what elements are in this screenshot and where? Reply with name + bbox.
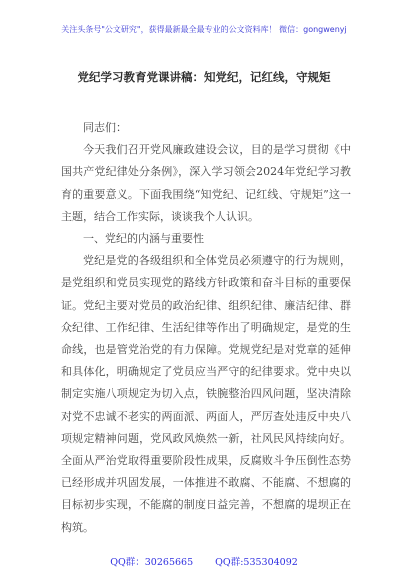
paragraph-body: 党纪是党的各级组织和全体党员必须遵守的行为规则，是党组织和党员实现党的路线方针政策和奋斗目标的重要保证。党纪主要对党员的政治纪律、组织纪律、廉洁纪律、群众纪律、工作纪律、生活纪律等作出了明确规定，是党的生命线，也是管党治党的有力保障。党规党纪是对党章的延伸和具体化，明确规定了党员应当严守的纪律要求。党中央以制定实施八项规定为切入点，铁腕整治四风问题，坚决清除对党不忠诚不老实的两面派、两面人，严厉查处违反中央八项规定精神问题，党风政风焕然一新，社风民风持续向好。全面从严治党取得重要阶段性成果，反腐败斗争压倒性态势已经形成并巩固发展，一体推进不敢腐、不能腐、不想腐的目标初步实现，不能腐的制度日益完善，不想腐的堤坝正在构筑。: [61, 254, 351, 534]
section-heading: 一、党纪的内涵与重要性: [83, 232, 204, 246]
footer-contact: [0, 554, 408, 568]
footer-qq-group-1: QQ群：30265665: [110, 557, 194, 568]
salutation: 同志们：: [83, 121, 127, 134]
header-note: 关注头条号"公文研究"，获得最新最全最专业的公文资料库！ 微信：gongwenyj: [61, 25, 347, 34]
paragraph-intro: 今天我们召开党风廉政建设会议，目的是学习贯彻《中国共产党纪律处分条例》，深入学习领会2024年党纪学习教育的重要意义。下面我围绕“知党纪、记红线、守规矩”这一主题，结合工作实际，谈谈我个人认识。: [61, 143, 351, 223]
document-body: [61, 117, 351, 539]
footer-qq-group-2: QQ群:535304092: [215, 557, 298, 568]
document-title: 党纪学习教育党课讲稿：知党纪，记红线，守规矩: [77, 70, 331, 84]
